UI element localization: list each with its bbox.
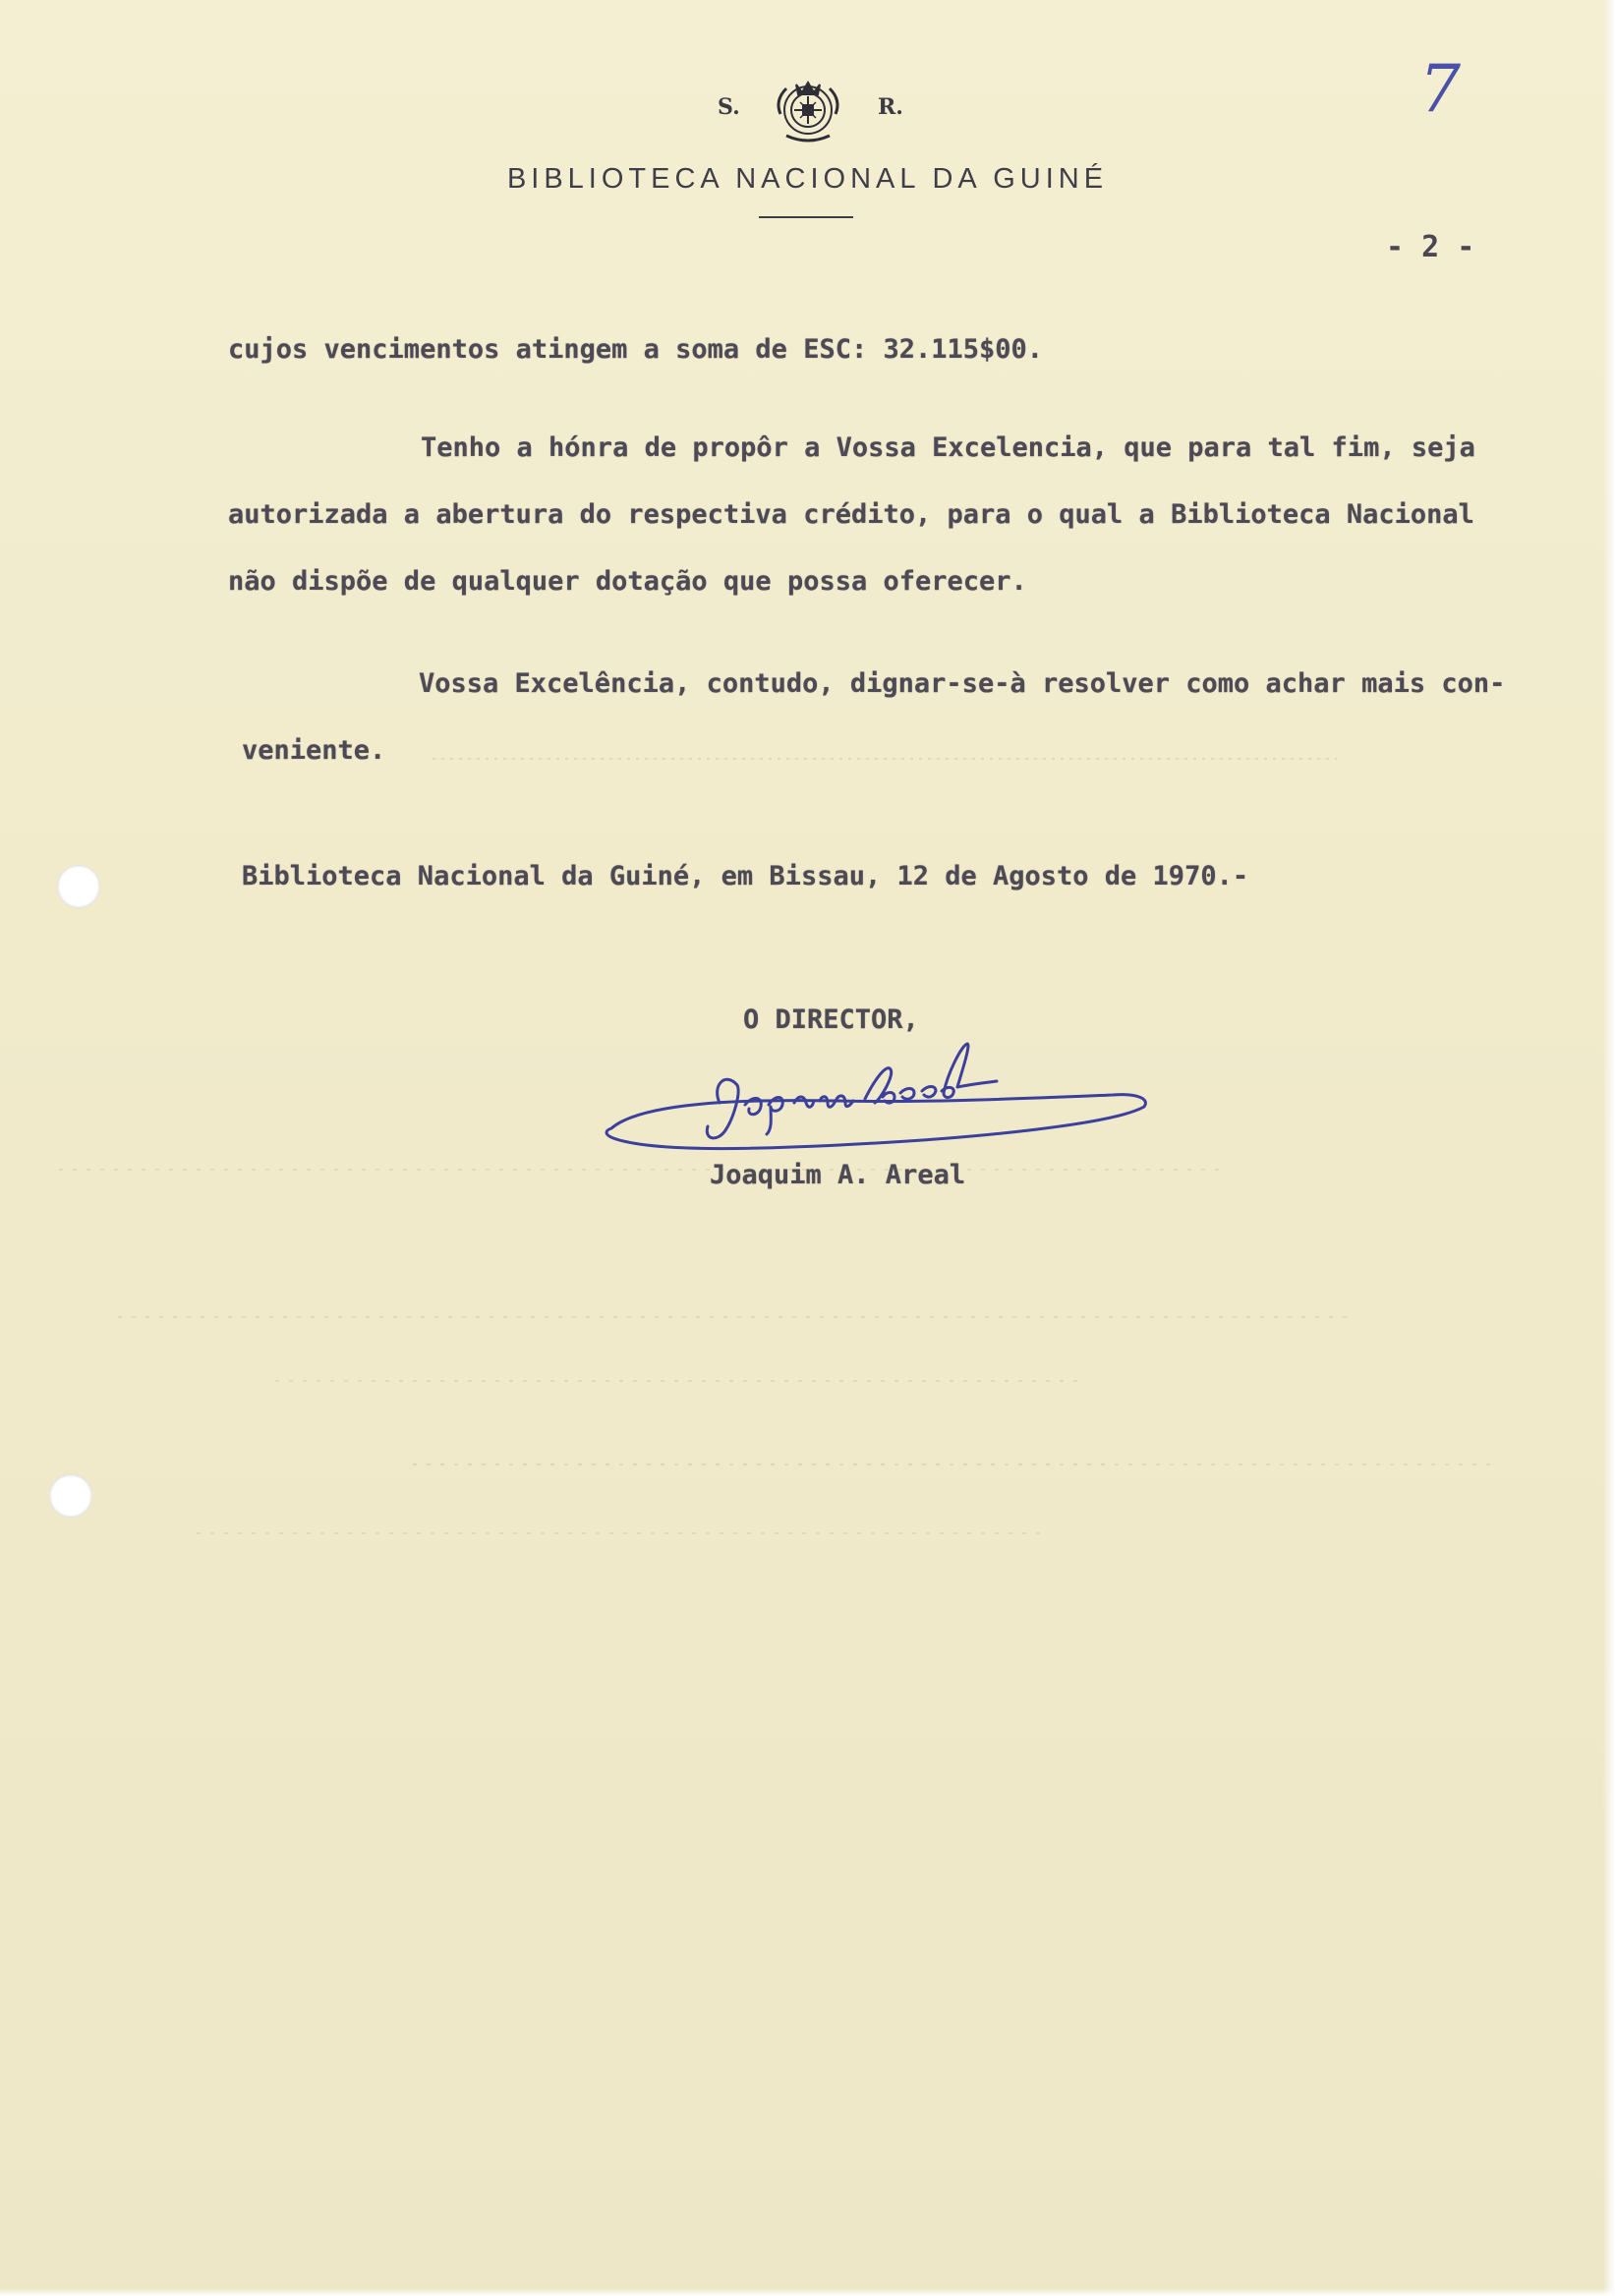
body-paragraph-closing-line-2: veniente. — [242, 735, 386, 766]
dateline: Biblioteca Nacional da Guiné, em Bissau, 12 de Agosto de 1970.- — [242, 861, 1249, 891]
signatory-name: Joaquim A. Areal — [710, 1160, 966, 1190]
punch-hole-top — [57, 865, 100, 908]
organization-name: BIBLIOTECA NACIONAL DA GUINÉ — [506, 163, 1109, 195]
body-line-amount: cujos vencimentos atingem a soma de ESC: 32.115$00. — [228, 334, 1044, 365]
handwritten-signature — [602, 1042, 1162, 1164]
handwritten-page-number: 7 — [1419, 51, 1461, 127]
body-paragraph-closing-line-1: Vossa Excelência, contudo, dignar-se-à resolver como achar mais con- — [419, 668, 1506, 699]
body-paragraph-request-line-3: não dispõe de qualquer dotação que possa oferecer. — [228, 566, 1027, 597]
page-number: - 2 - — [1386, 230, 1475, 264]
body-paragraph-request-line-1: Tenho a hónra de propôr a Vossa Excelencia, que para tal fim, seja — [421, 432, 1475, 463]
punch-hole-bottom — [49, 1474, 92, 1518]
letterhead-left-mark: S. — [718, 94, 740, 120]
paper-edge-bottom — [0, 2288, 1615, 2296]
body-paragraph-request-line-2: autorizada a abertura do respectiva crédito, para o qual a Biblioteca Nacional — [228, 499, 1474, 530]
letterhead-right-mark: R. — [878, 94, 903, 120]
coat-of-arms-icon — [773, 71, 843, 147]
paper-edge-right — [1603, 0, 1615, 2296]
letterhead-divider — [759, 216, 853, 218]
signatory-title: O DIRECTOR, — [743, 1004, 919, 1035]
